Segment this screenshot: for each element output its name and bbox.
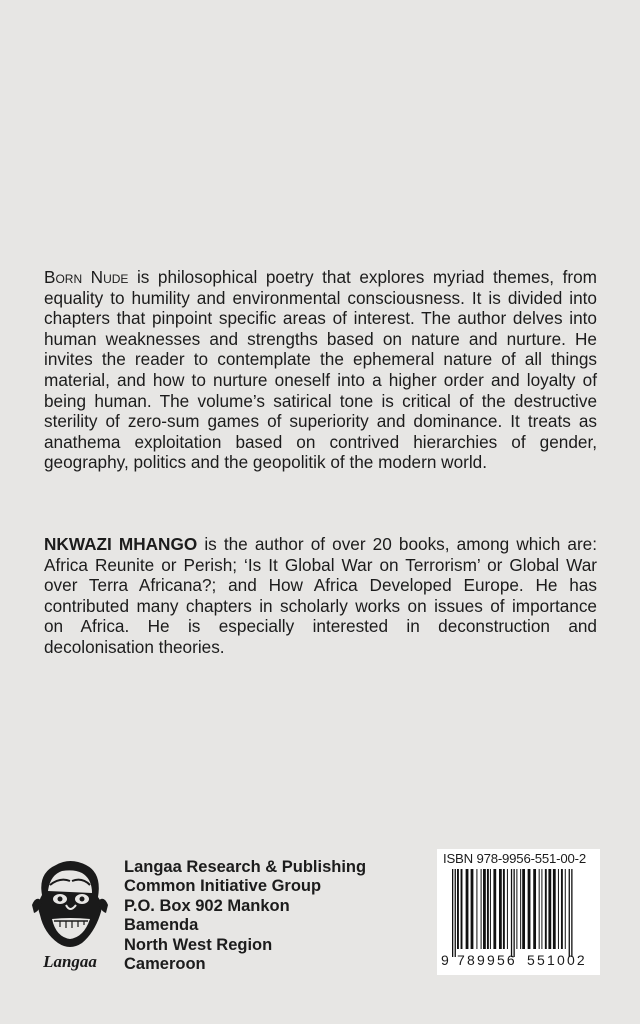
book-description bbox=[44, 267, 597, 473]
isbn-digit-first: 9 bbox=[441, 952, 449, 968]
book-title: Born Nude bbox=[44, 267, 129, 287]
description-text: is philosophical poetry that explores myriad themes, from equality to humility and environmental consciousness. It is divided into chapters that pinpoint specific areas of interest. The author delves into human weaknesses and strengths based on nature and nurture. He invites the reader to contemplate the ephemeral nature of all things material, and how to nurture oneself into a higher order and loyalty of being human. The volume’s satirical tone is critical of the destructive sterility of zero-sum games of superiority and dominance. It treats as anathema exploitation based on contrived hierarchies of gender, geography, politics and the geopolitik of the modern world. bbox=[44, 267, 597, 473]
publisher-line: Common Initiative Group bbox=[124, 877, 322, 896]
isbn-digits-right: 551002 bbox=[527, 952, 587, 968]
publisher-address bbox=[124, 858, 366, 974]
langaa-mask-icon bbox=[30, 855, 110, 980]
bio-text: is the author of over 20 books, among which are: Africa Reunite or Perish; ‘Is It Global War on Terrorism’ or Global War over Terra Africana?; and How Africa Developed Europe. He has contributed many chapters in scholarly works on issues of importance on Africa. He is especially interested in deconstruction and decolonisation theories. bbox=[44, 534, 597, 657]
isbn-label: ISBN 978-9956-551-00-2 bbox=[443, 851, 586, 866]
publisher-line: Langaa Research & Publishing bbox=[124, 858, 367, 876]
publisher-line: P.O. Box 902 Mankon bbox=[124, 896, 290, 915]
author-name: NKWAZI MHANGO bbox=[44, 534, 198, 554]
isbn-barcode-box bbox=[437, 849, 600, 975]
publisher-logo bbox=[30, 855, 110, 980]
publisher-line: Cameroon bbox=[124, 955, 206, 974]
logo-text: Langaa bbox=[43, 952, 97, 971]
publisher-line: Bamenda bbox=[124, 916, 199, 935]
publisher-line: North West Region bbox=[124, 935, 273, 954]
isbn-digits-left: 789956 bbox=[457, 952, 517, 968]
author-bio bbox=[44, 534, 597, 658]
barcode-icon bbox=[442, 869, 595, 957]
